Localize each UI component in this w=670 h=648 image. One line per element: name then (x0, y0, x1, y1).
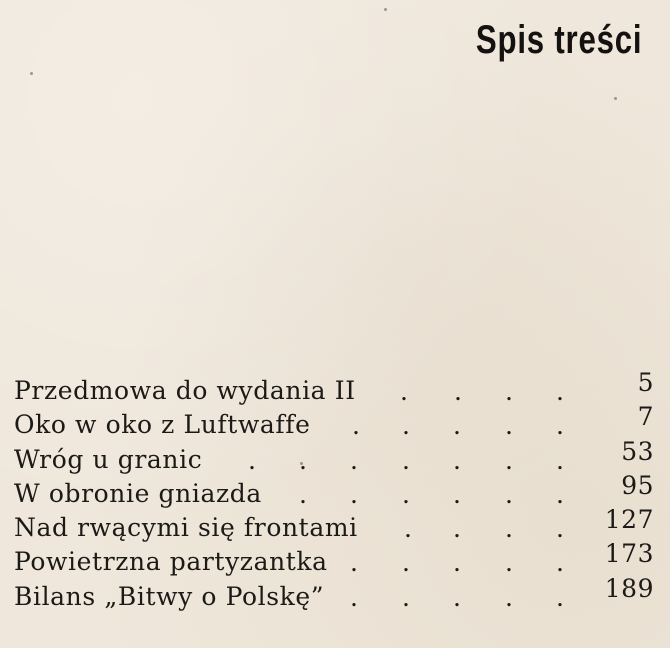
toc-entry (14, 537, 654, 578)
leader-dot: . (556, 377, 564, 406)
leader-dot: . (556, 445, 564, 475)
leader-dot: . (453, 479, 461, 509)
leader-dot: . (248, 445, 256, 475)
toc-entry (14, 435, 654, 475)
leader-dot: . (299, 479, 307, 509)
toc-entry-title: Wróg u granic (14, 444, 203, 474)
toc-entry-page: 53 (621, 436, 654, 466)
toc-entry (14, 572, 654, 612)
leader-dot: . (299, 445, 307, 475)
leader-dot: . (402, 479, 410, 509)
leader-dot: . (556, 514, 564, 544)
toc-entry-title: Oko w oko z Luftwaffe (14, 410, 311, 440)
leader-dot: . (505, 445, 513, 475)
leader-dot: . (400, 377, 408, 406)
leader-dot: . (350, 445, 358, 475)
toc-entry-page: 189 (604, 573, 654, 603)
toc-entry (14, 503, 654, 544)
leader-dot: . (402, 548, 410, 578)
leader-dot: . (453, 445, 461, 475)
leader-dot: . (352, 411, 360, 441)
paper-speck (30, 72, 33, 75)
toc-entry-page: 7 (637, 402, 654, 432)
leader-dot: . (454, 377, 462, 406)
leader-dot: . (350, 548, 358, 578)
table-of-contents (14, 366, 654, 612)
toc-entry-page: 127 (604, 505, 654, 535)
toc-entry-page: 95 (621, 470, 654, 500)
leader-dot: . (556, 479, 564, 509)
leader-dot: . (404, 514, 412, 544)
leader-dot: . (402, 582, 410, 612)
toc-entry-title: W obronie gniazda (14, 478, 262, 508)
toc-entry (14, 469, 654, 509)
leader-dot: . (505, 514, 513, 544)
toc-entry (14, 366, 654, 406)
leader-dot: . (453, 548, 461, 578)
leader-dot: . (556, 411, 564, 441)
toc-entry-page: 5 (637, 368, 654, 397)
paper-speck (614, 97, 617, 100)
leader-dot: . (505, 411, 513, 441)
leader-dot: . (556, 548, 564, 578)
leader-dot: . (350, 479, 358, 509)
toc-entry-page: 173 (604, 539, 654, 569)
page-title: Spis treści (475, 18, 642, 62)
leader-dot: . (505, 479, 513, 509)
leader-dot: . (453, 411, 461, 441)
leader-dot: . (350, 582, 358, 612)
leader-dot: . (505, 377, 513, 406)
leader-dot: . (453, 582, 461, 612)
leader-dot: . (556, 582, 564, 612)
toc-entry (14, 400, 654, 441)
toc-entry-title: Nad rwącymi się frontami (14, 513, 358, 543)
toc-entry-title: Przedmowa do wydania II (14, 376, 356, 405)
leader-dot: . (505, 548, 513, 578)
toc-entry-title: Powietrzna partyzantka (14, 547, 328, 577)
leader-dot: . (402, 445, 410, 475)
leader-dot: . (453, 514, 461, 544)
leader-dot: . (402, 411, 410, 441)
leader-dot: . (505, 582, 513, 612)
paper-speck (384, 8, 387, 11)
toc-entry-title: Bilans „Bitwy o Polskę” (14, 581, 325, 611)
